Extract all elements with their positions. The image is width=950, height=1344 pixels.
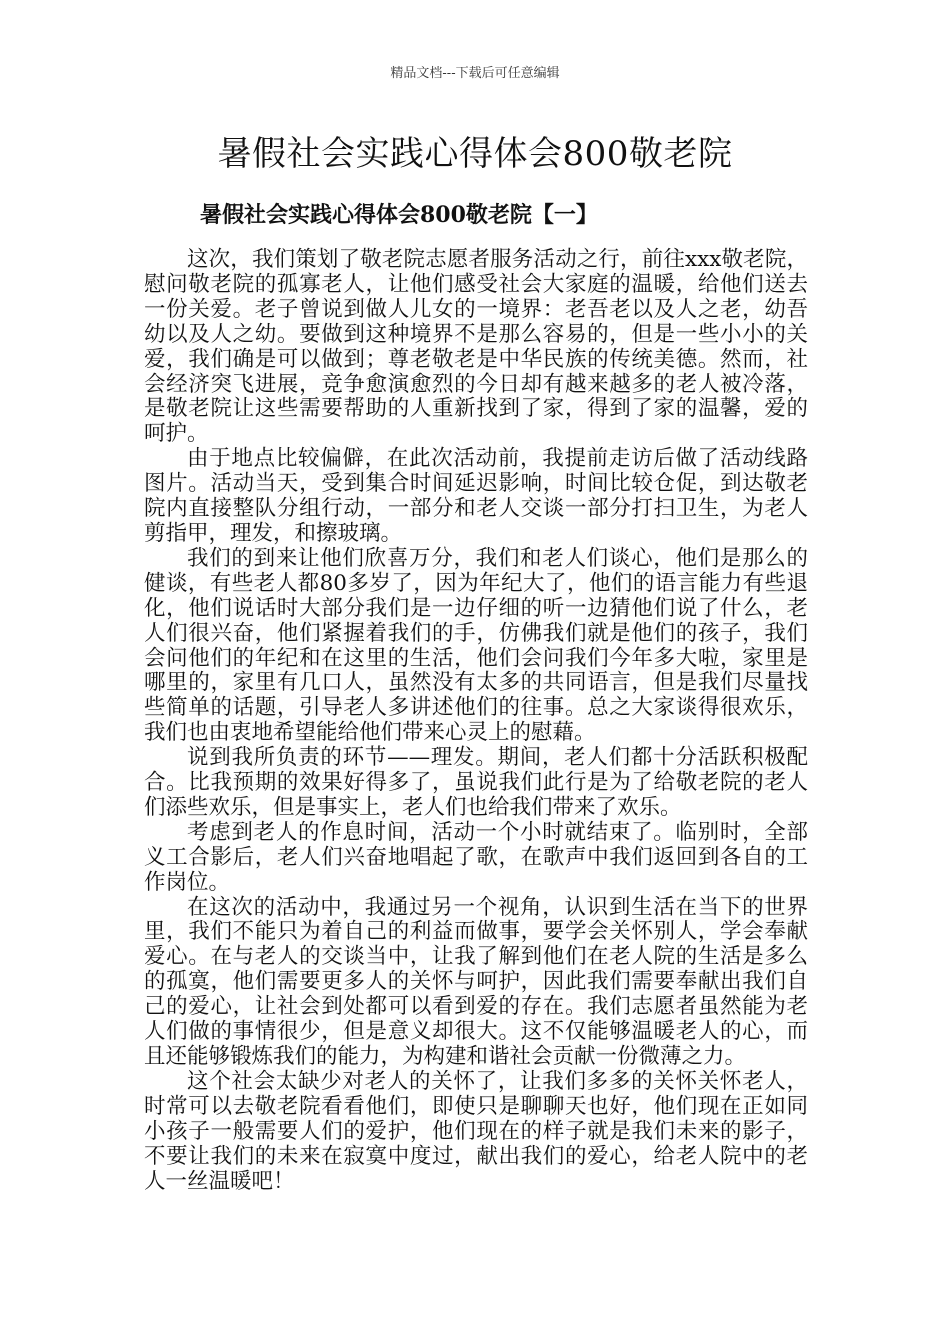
paragraph-7: 这个社会太缺少对老人的关怀了，让我们多多的关怀关怀老人，时常可以去敬老院看看他们，即使只是聊聊天也好，他们现在正如同小孩子一般需要人们的爱护，他们现在的样子就是我们未来的影子，不要让我们的未来在寂寞中度过，献出我们的爱心，给老人院中的老人一丝温暖吧！ [144,1068,808,1194]
paragraph-2: 由于地点比较偏僻，在此次活动前，我提前走访后做了活动线路图片。活动当天，受到集合时间延迟影响，时间比较仓促，到达敬老院内直接整队分组行动，一部分和老人交谈一部分打扫卫生，为老人剪指甲，理发，和擦玻璃。 [144,446,808,546]
document-title: 暑假社会实践心得体会800敬老院 [217,134,733,174]
paragraph-3: 我们的到来让他们欣喜万分，我们和老人们谈心，他们是那么的健谈，有些老人都80多岁了，因为年纪大了，他们的语言能力有些退化，他们说话时大部分我们是一边仔细的听一边猜他们说了什么，老人们很兴奋，他们紧握着我们的手，仿佛我们就是他们的孩子，我们会问他们的年纪和在这里的生活，他们会问我们今年多大啦，家里是哪里的，家里有几口人，虽然没有太多的共同语言，但是我们尽量找些简单的话题，引导老人多讲述他们的往事。总之大家谈得很欢乐，我们也由衷地希望能给他们带来心灵上的慰藉。 [144,545,808,746]
paragraph-1: 这次，我们策划了敬老院志愿者服务活动之行，前往xxx敬老院，慰问敬老院的孤寡老人，让他们感受社会大家庭的温暖，给他们送去一份关爱。老子曾说到做人儿女的一境界：老吾老以及人之老，幼吾幼以及人之幼。要做到这种境界不是那么容易的，但是一些小小的关爱，我们确是可以做到；尊老敬老是中华民族的传统美德。然而，社会经济突飞进展，竞争愈演愈烈的今日却有越来越多的老人被冷落，是敬老院让这些需要帮助的人重新找到了家，得到了家的温馨，爱的呵护。 [144,247,808,447]
paragraph-5: 考虑到老人的作息时间，活动一个小时就结束了。临别时，全部义工合影后，老人们兴奋地唱起了歌，在歌声中我们返回到各自的工作岗位。 [144,819,808,895]
document-subtitle: 暑假社会实践心得体会800敬老院【一】 [200,202,598,228]
document-body [144,248,808,1194]
paragraph-4: 说到我所负责的环节——理发。期间，老人们都十分活跃积极配合。比我预期的效果好得多了，虽说我们此行是为了给敬老院的老人们添些欢乐，但是事实上，老人们也给我们带来了欢乐。 [144,745,808,820]
paragraph-6: 在这次的活动中，我通过另一个视角，认识到生活在当下的世界里，我们不能只为着自己的利益而做事，要学会关怀别人，学会奉献爱心。在与老人的交谈当中，让我了解到他们在老人院的生活是多么的孤寞，他们需要更多人的关怀与呵护，因此我们需要奉献出我们自己的爱心，让社会到处都可以看到爱的存在。我们志愿者虽然能为老人们做的事情很少，但是意义却很大。这不仅能够温暖老人的心，而且还能够锻炼我们的能力，为构建和谐社会贡献一份微薄之力。 [144,894,808,1069]
header-note: 精品文档---下载后可任意编辑 [390,66,560,81]
